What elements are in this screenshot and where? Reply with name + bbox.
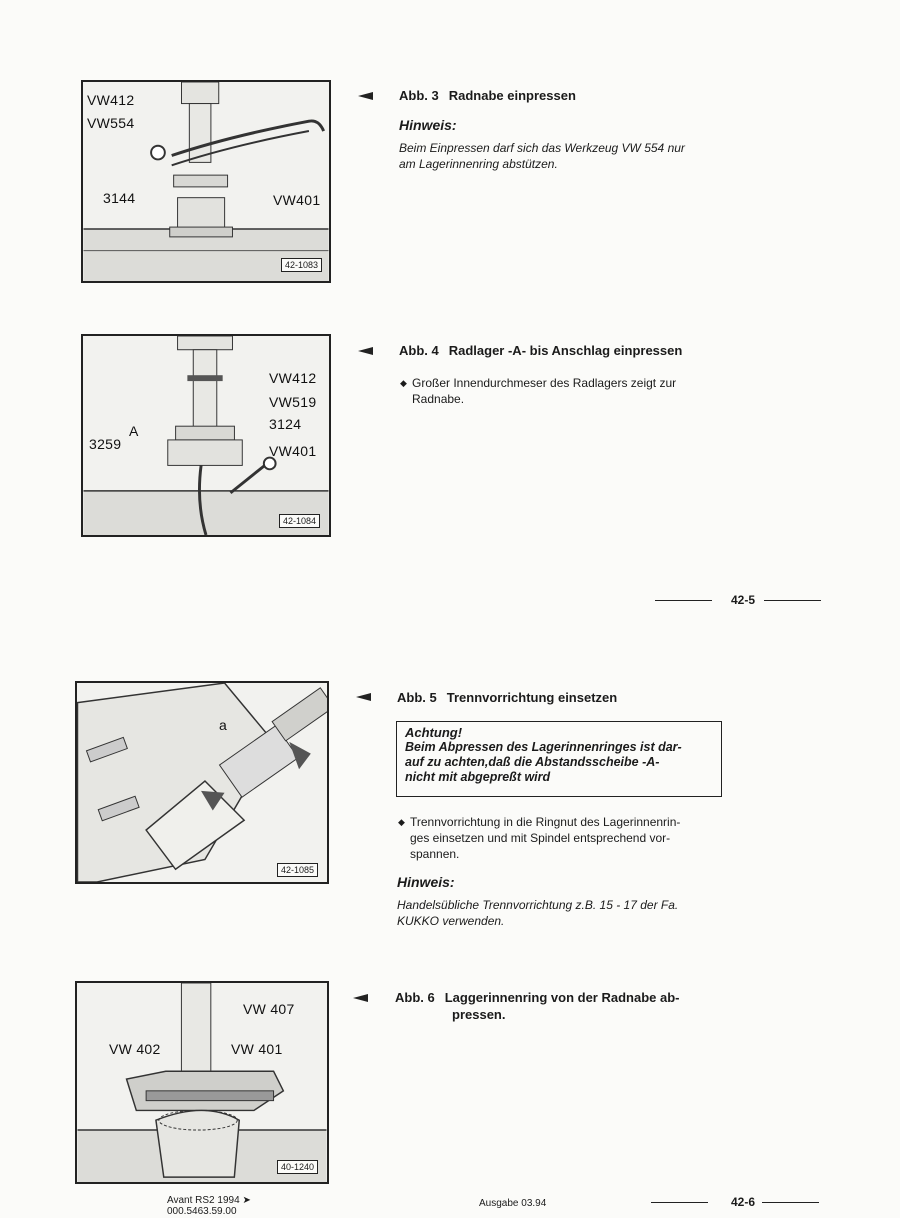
hinweis-text-1-line-1: Beim Einpressen darf sich das Werkzeug VW 554 nur [399,141,685,155]
figure-abb-3 [81,80,331,283]
caption-abb-3-title: Radnabe einpressen [448,88,576,103]
warning-title: Achtung! [405,725,463,740]
bullet-abb-5-line-2: ges einsetzen und mit Spindel entsprechend vor- [410,831,671,845]
hinweis-text-2-line-1: Handelsübliche Trennvorrichtung z.B. 15 - 17 der Fa. [397,898,679,912]
hinweis-text-1-line-2: am Lagerinnenring abstützen. [399,157,558,171]
bullet-abb-5-line-3: spannen. [410,847,460,861]
left-pointing-triangle-arrow-icon [356,693,371,701]
figure-abb-4-label-5: 3259 [89,436,122,452]
caption-abb-5 [397,690,617,705]
figure-abb-6-label-3: VW 401 [231,1041,283,1057]
bullet-abb-4-line-1: Großer Innendurchmeser des Radlagers zeigt zur [412,376,677,390]
figure-abb-3-label-2: VW554 [87,115,135,131]
bullet-abb-4-line-2: Radnabe. [412,392,465,406]
figure-abb-3-label-3: 3144 [103,190,136,206]
bullet-abb-4 [400,375,677,407]
figure-abb-5-drawing [77,683,327,882]
left-pointing-triangle-arrow-icon [358,92,373,100]
page-number-bottom: 42-6 [731,1195,756,1209]
caption-abb-6-title-line-1: Laggerinnenring von der Radnabe ab- [444,990,680,1005]
bullet-diamond-icon: ◆ [400,378,407,388]
bullet-abb-5-line-1: Trennvorrichtung in die Ringnut des Lagerinnenrin- [410,815,681,829]
warning-line-2: auf zu achten,daß die Abstandsscheibe -A- [405,755,660,769]
page-number-top: 42-5 [731,593,756,607]
warning-box [396,721,722,797]
warning-line-1: Beim Abpressen des Lagerinnenringes ist dar- [405,740,682,754]
page-rule-left-bottom [651,1202,708,1203]
page-rule-left-top [655,600,712,601]
figure-abb-5 [75,681,329,884]
left-pointing-triangle-arrow-icon [358,347,373,355]
figure-abb-4-label-3: A [129,423,139,439]
figure-abb-4-label-4: 3124 [269,416,302,432]
figure-abb-3-label-4: VW401 [273,192,321,208]
caption-abb-6-continued: pressen. [452,1007,506,1022]
figure-abb-3-label-1: VW412 [87,92,135,108]
footer-model-text: Avant RS2 1994 [167,1195,240,1206]
figure-abb-4-id: 42-1084 [279,514,320,528]
page-rule-right-bottom [762,1202,819,1203]
caption-abb-6-number: Abb. 6 [395,990,435,1005]
caption-abb-3-number: Abb. 3 [399,88,439,103]
right-pointing-triangle-arrow-icon: ➤ [242,1195,251,1206]
footer-edition: Ausgabe 03.94 [479,1198,547,1209]
bullet-diamond-icon: ◆ [398,817,405,827]
footer-part-number: 000.5463.59.00 [167,1206,237,1217]
caption-abb-4-number: Abb. 4 [399,343,439,358]
caption-abb-5-number: Abb. 5 [397,690,437,705]
hinweis-title-1: Hinweis: [399,117,457,133]
figure-abb-5-id: 42-1085 [277,863,318,877]
figure-abb-3-drawing [83,82,329,281]
left-pointing-triangle-arrow-icon [353,994,368,1002]
figure-abb-3-id: 42-1083 [281,258,322,272]
hinweis-text-2 [397,897,678,929]
caption-abb-5-title: Trennvorrichtung einsetzen [446,690,618,705]
figure-abb-4-label-2: VW519 [269,394,317,410]
hinweis-title-2: Hinweis: [397,874,455,890]
figure-abb-6-label-1: VW 407 [243,1001,295,1017]
hinweis-text-1 [399,140,685,172]
figure-abb-4-label-6: VW401 [269,443,317,459]
caption-abb-4 [399,343,682,358]
caption-abb-3 [399,88,576,103]
bullet-abb-5 [398,814,681,862]
figure-abb-6 [75,981,329,1184]
page-rule-right-top [764,600,821,601]
caption-abb-6 [395,990,679,1005]
footer-model [167,1195,251,1206]
figure-abb-4-label-1: VW412 [269,370,317,386]
figure-abb-6-label-2: VW 402 [109,1041,161,1057]
figure-abb-5-label-1: a [219,717,228,733]
caption-abb-4-title: Radlager -A- bis Anschlag einpressen [448,343,683,358]
hinweis-text-2-line-2: KUKKO verwenden. [397,914,505,928]
warning-line-3: nicht mit abgepreßt wird [405,770,551,784]
figure-abb-6-id: 40-1240 [277,1160,318,1174]
figure-abb-4 [81,334,331,537]
